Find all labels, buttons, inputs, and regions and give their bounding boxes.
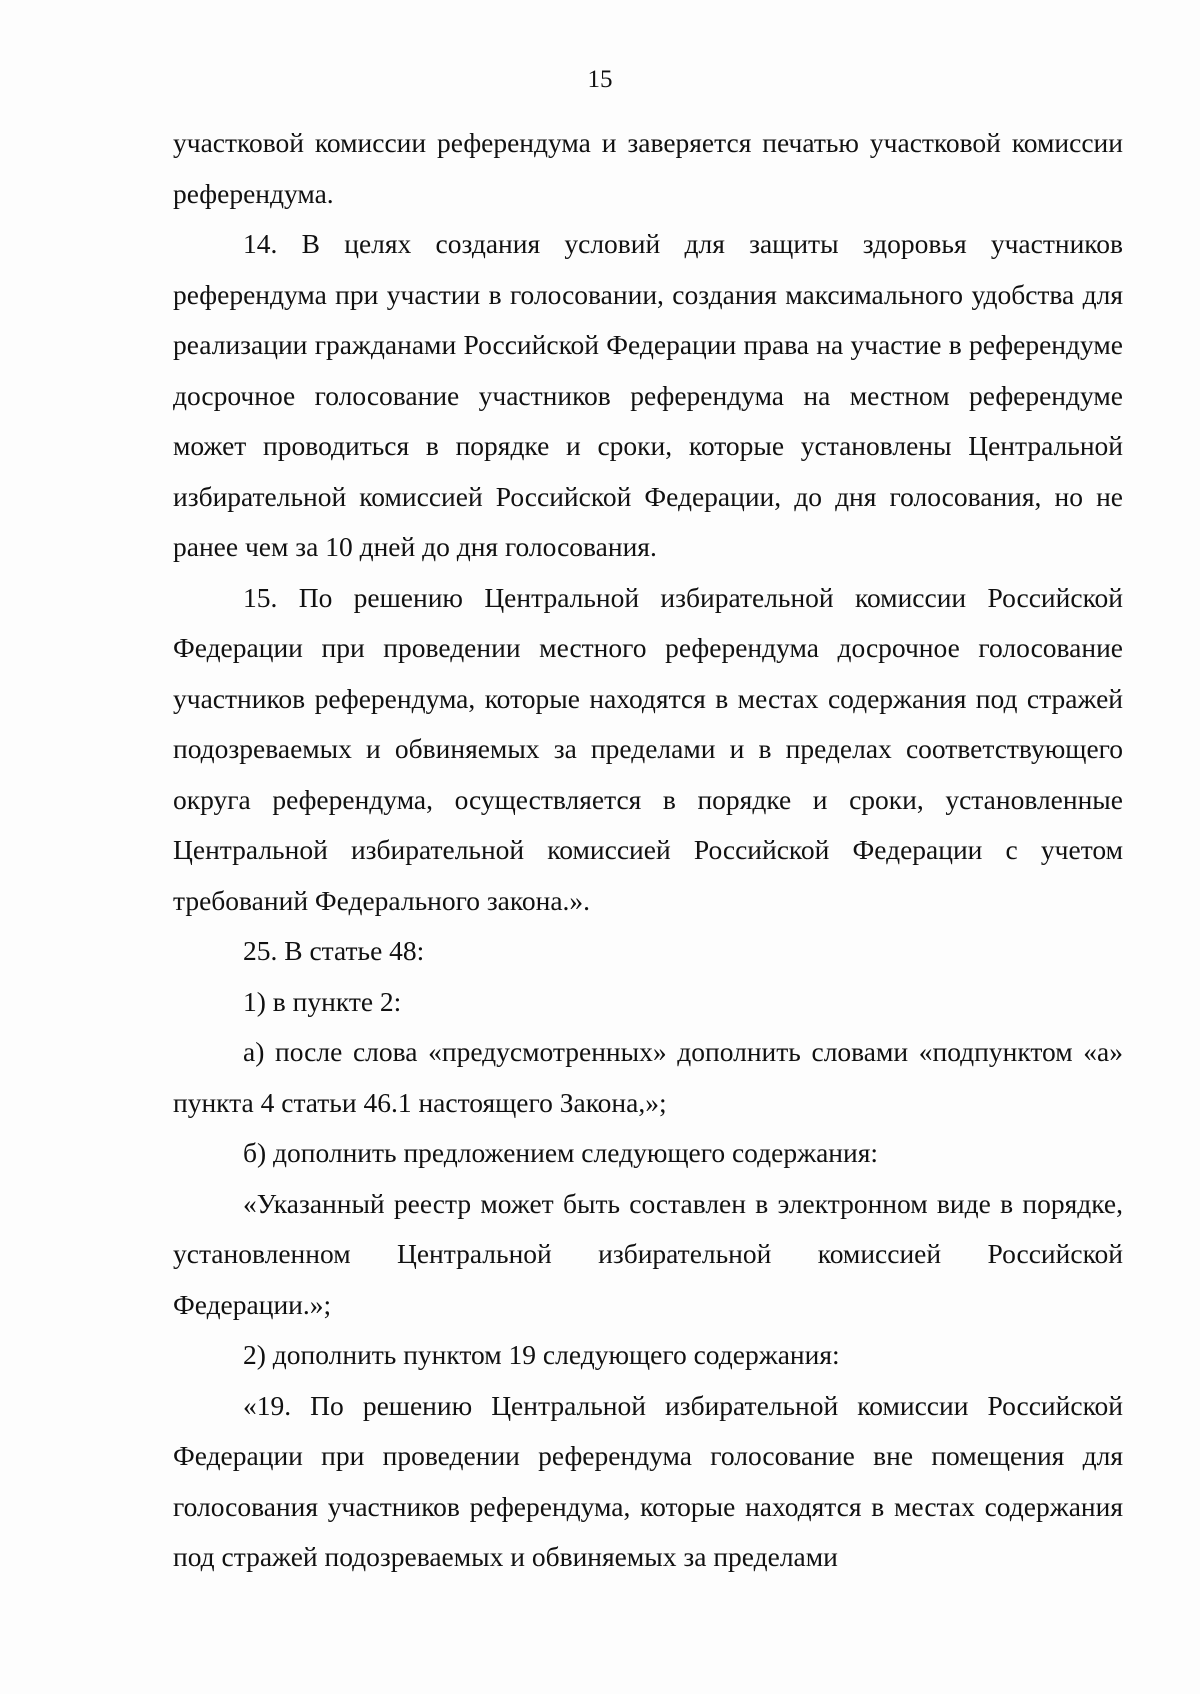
paragraph-quote-registry: «Указанный реестр может быть составлен в электронном виде в порядке, установленном Центральной избирательной комиссией Российской Федерации.»; (173, 1187, 1123, 1320)
paragraph-subitem-b: б) дополнить предложением следующего содержания: (243, 1137, 879, 1168)
paragraph-subitem-2: 2) дополнить пунктом 19 следующего содержания: (243, 1339, 840, 1370)
paragraph-subitem-1: 1) в пункте 2: (243, 985, 402, 1017)
document-body (173, 118, 1123, 1583)
paragraph-article-48-heading: 25. В статье 48: (243, 935, 425, 966)
paragraph-quote-item-19: «19. По решению Центральной избирательной комиссии Российской Федерации при проведении референдума голосование вне помещения для голосования участников референдума, которые находятся в местах содержания под стражей подозреваемых и обвиняемых за пределами (173, 1389, 1123, 1572)
paragraph-item-15: 15. По решению Центральной избирательной комиссии Российской Федерации при проведении местного референдума досрочное голосование участников референдума, которые находятся в местах содержания под стражей подозреваемых и обвиняемых за пределами и в пределах соответствующего округа референдума, осуществляется в порядке и сроки, установленные Центральной избирательной комиссией Российской Федерации с учетом требований Федерального закона.». (173, 581, 1123, 916)
paragraph-continuation: участковой комиссии референдума и заверяется печатью участковой комиссии референдума. (173, 127, 1123, 209)
paragraph-item-14: 14. В целях создания условий для защиты здоровья участников референдума при участии в голосовании, создания максимального удобства для реализации гражданами Российской Федерации права на участие в референдуме досрочное голосование участников референдума на местном референдуме может проводиться в порядке и сроки, которые установлены Центральной избирательной комиссией Российской Федерации, до дня голосования, но не ранее чем за 10 дней до дня голосования. (173, 228, 1123, 562)
page-number: 15 (587, 66, 613, 93)
paragraph-subitem-a: а) после слова «предусмотренных» дополнить словами «подпунктом «а» пункта 4 статьи 46.1 настоящего Закона,»; (173, 1036, 1123, 1118)
